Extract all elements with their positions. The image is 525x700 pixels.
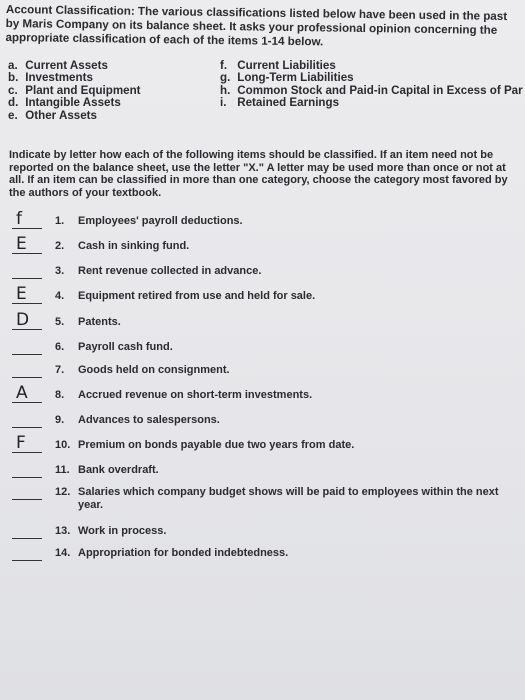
answer-blank[interactable] (12, 499, 42, 500)
list-item[interactable] (0, 310, 525, 334)
item-text: Advances to salespersons. (78, 414, 220, 426)
item-text: Cash in sinking fund. (78, 240, 190, 252)
category-h: h. Common Stock and Paid-in Capital in Excess of Par (220, 83, 523, 97)
category-c: c. Plant and Equipment (8, 83, 141, 97)
item-number: 4. (55, 290, 65, 302)
answer-blank[interactable] (12, 402, 42, 403)
list-item[interactable] (0, 284, 525, 308)
list-item[interactable] (0, 383, 525, 407)
item-number: 1. (55, 215, 65, 227)
item-number: 12. (55, 486, 71, 498)
intro-paragraph: Account Classification: The various classifications listed below have been used in the past by Maris Company on its balance sheet. It asks your professional opinion concerning the appropriate classification of each of the items 1-14 below. (5, 3, 508, 49)
categories-left (8, 60, 208, 122)
list-item[interactable] (0, 486, 525, 511)
item-text: Equipment retired from use and held for sale. (78, 290, 316, 302)
answer-blank[interactable] (12, 427, 42, 428)
item-text: Rent revenue collected in advance. (78, 265, 262, 277)
item-number: 5. (55, 316, 65, 328)
answer-blank[interactable] (12, 452, 42, 453)
categories-right (220, 59, 523, 110)
category-b: b. Investments (8, 71, 93, 85)
answer-blank[interactable] (12, 228, 42, 229)
category-a: a. Current Assets (8, 59, 108, 72)
item-number: 3. (55, 265, 65, 277)
item-number: 6. (55, 341, 65, 353)
category-g: g. Long-Term Liabilities (220, 71, 354, 85)
category-i: i. Retained Earnings (220, 96, 340, 110)
item-text: Bank overdraft. (78, 464, 159, 476)
answer-blank[interactable] (12, 278, 42, 279)
answer-blank[interactable] (12, 253, 42, 254)
item-text: Premium on bonds payable due two years from date. (78, 439, 355, 451)
list-item[interactable] (0, 525, 525, 543)
answer-text: f (16, 209, 22, 229)
item-text: Salaries which company budget shows will be paid to employees within the next year. (78, 486, 499, 511)
list-item[interactable] (0, 364, 525, 382)
list-item[interactable] (0, 414, 525, 432)
list-item[interactable] (0, 265, 525, 283)
item-number: 13. (55, 525, 71, 537)
answer-text: A (16, 383, 28, 403)
item-text: Employees' payroll deductions. (78, 215, 243, 227)
list-item[interactable] (0, 209, 525, 233)
list-item[interactable] (0, 547, 525, 565)
instructions-paragraph: Indicate by letter how each of the following items should be classified. If an item need not be reported on the balance sheet, use the letter "X." A letter may be used more than once or not at all. If an item can be classified in more than one category, choose the category most favored by the authors of your textbook. (9, 149, 508, 199)
category-d: d. Intangible Assets (8, 96, 121, 110)
answer-blank[interactable] (12, 560, 42, 561)
answer-blank[interactable] (12, 477, 42, 478)
item-number: 11. (55, 464, 70, 476)
answer-text: E (16, 284, 27, 304)
item-number: 10. (55, 439, 71, 451)
answer-blank[interactable] (12, 377, 42, 378)
list-item[interactable] (0, 464, 525, 482)
item-number: 9. (55, 414, 65, 426)
item-text: Appropriation for bonded indebtedness. (78, 547, 289, 559)
item-number: 7. (55, 364, 65, 376)
list-item[interactable] (0, 341, 525, 359)
item-text: Patents. (78, 316, 121, 328)
item-number: 14. (55, 547, 71, 559)
answer-blank[interactable] (12, 329, 42, 330)
list-item[interactable] (0, 433, 525, 457)
item-number: 8. (55, 389, 65, 401)
answer-blank[interactable] (12, 538, 42, 539)
item-number: 2. (55, 240, 65, 252)
item-text: Payroll cash fund. (78, 341, 173, 353)
list-item[interactable] (0, 234, 525, 258)
answer-text: F (16, 433, 26, 453)
item-text: Accrued revenue on short-term investments. (78, 389, 313, 401)
answer-text: D (16, 310, 30, 330)
answer-blank[interactable] (12, 354, 42, 355)
item-text: Goods held on consignment. (78, 364, 230, 376)
category-f: f. Current Liabilities (220, 59, 336, 72)
answer-text: E (16, 234, 27, 254)
item-text: Work in process. (78, 525, 167, 537)
category-e: e. Other Assets (8, 108, 97, 122)
answer-blank[interactable] (12, 303, 42, 304)
